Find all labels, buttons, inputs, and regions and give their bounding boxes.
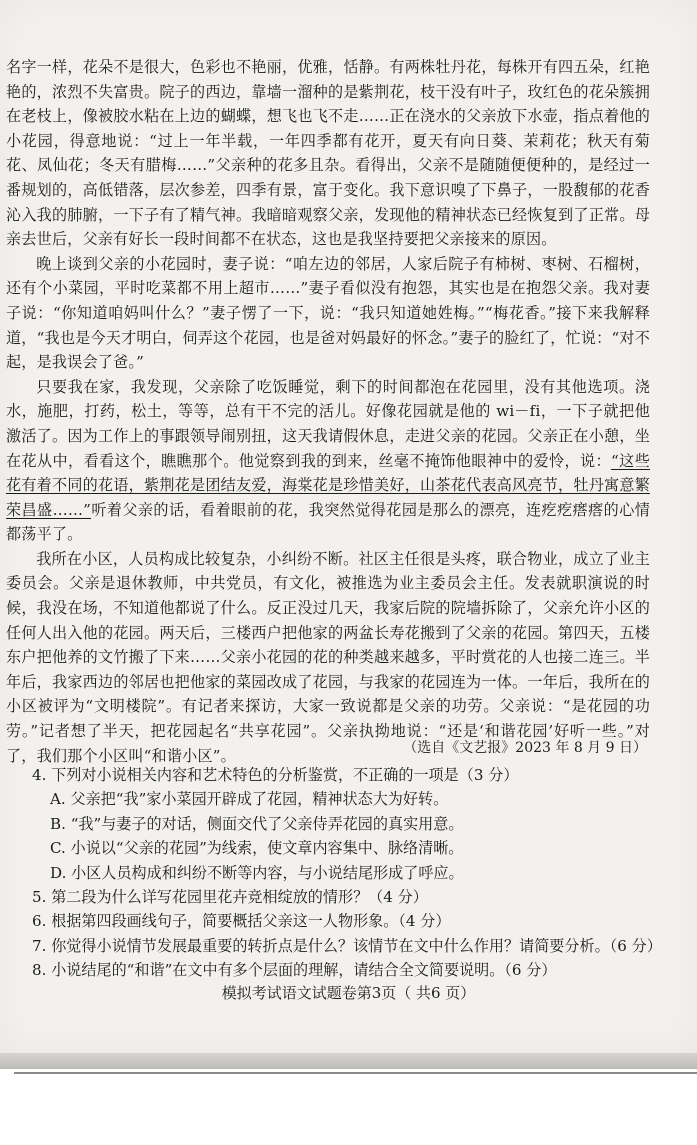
page-gap (0, 1053, 697, 1069)
page-footer: 模拟考试语文试题卷第3页（ 共6 页） (221, 984, 476, 1002)
question-7: 7. 你觉得小说情节发展最重要的转折点是什么？该情节在文中什么作用？请简要分析。（6 分） (32, 936, 662, 955)
paragraph-3-end: 听着父亲的话，看着眼前的花，我突然觉得花园是那么的漂亮，连疙疙瘩瘩的心情都荡平了。 (6, 500, 651, 544)
source-citation: （选自《文艺报》2023 年 8 月 9 日） (403, 740, 647, 756)
question-4: 4. 下列对小说相关内容和艺术特色的分析鉴赏，不正确的一项是（3 分） (32, 766, 519, 784)
option-a: A. 父亲把“我”家小菜园开辟成了花园，精神状态大为好转。 (50, 790, 449, 809)
underlined-sentence: “这些花有着不同的花语，紫荆花是团结友爱，海棠花是珍惜美好，山茶花代表高风亮节，牡丹寓意繁荣昌盛……” (6, 451, 650, 519)
paragraph-1: 名字一样，花朵不是很大，色彩也不艳丽，优雅，恬静。有两株牡丹花，每株开有四五朵，红艳艳的，浓烈不失富贵。院子的西边，靠墙一溜种的是紫荆花，枝干没有叶子，玫红色的花朵簇拥在老枝上，像被胶水粘在上边的蝴蝶，想飞也飞不走……正在浇水的父亲放下水壶，指点着他的小花园，得意地说：“过上一年半载，一年四季都有花开，夏天有向日葵、茉莉花；秋天有菊花、凤仙花；冬天有腊梅……”父亲种的花多且杂。看得出，父亲不是随随便便种的，是经过一番规划的，高低错落，层次参差，四季有景，富于变化。我下意识嗅了下鼻子，一股馥郁的花香沁入我的肺腑，一下子有了精气神。我暗暗观察父亲，发现他的精神状态已经恢复到了正常。母亲去世后，父亲有好长一段时间都不在状态，这也是我坚持要把父亲接来的原因。 (6, 58, 650, 249)
paragraph-2: 晚上谈到父亲的小花园时，妻子说：“咱左边的邻居，人家后院子有柿树、枣树、石榴树，还有个小菜园，平时吃菜都不用上超市……”妻子看似没有抱怨，其实也是在抱怨父亲。我对妻子说：“你知道咱妈叫什么？”妻子愣了一下，说：“我只知道她姓梅。”“梅花香。”接下来我解释道，“我也是今天才明白，伺弄这个花园，也是爸对妈最好的怀念。”妻子的脸红了，忙说：“对不起，是我误会了爸。” (6, 254, 650, 372)
question-list (32, 763, 662, 983)
paragraph-4: 我所在小区，人员构成比较复杂，小纠纷不断。社区主任很是头疼，联合物业，成立了业主委员会。父亲是退休教师，中共党员，有文化，被推选为业主委员会主任。发表就职演说的时候，我没在场，不知道他都说了什么。反正没过几天，我家后院的院墙拆除了，父亲允许小区的任何人出入他的花园。两天后，三楼西户把他家的两盆长寿花搬到了父亲的花园。第四天，五楼东户把他养的文竹搬了下来……父亲小花园的花的种类越来越多，平时赏花的人也接二连三。半年后，我家西边的邻居也把他家的菜园改成了花园，与我家的花园连为一体。一年后，我所在的小区被评为“文明楼院”。有记者来探访，大家一致说都是父亲的功劳。父亲说：“是花园的功劳。”记者想了半天，把花园起名“共享花园”。父亲执拗地说：“还是‘和谐花园’好听一些。”对了，我们那个小区叫“和谐小区”。 (6, 549, 650, 765)
question-6: 6. 根据第四段画线句子，简要概括父亲这一人物形象。（4 分） (32, 912, 451, 931)
question-5: 5. 第二段为什么详写花园里花卉竞相绽放的情形？（4 分） (32, 888, 428, 907)
paragraph-3-start: 只要我在家，我发现，父亲除了吃饭睡觉，剩下的时间都泡在花园里，没有其他选项。浇水，施肥，打药，松土，等等，总有干不完的活儿。好像花园就是他的 wi－fi，一下子就把他激活了。因为工作上的事跟领导闹别扭，这天我请假休息，走进父亲的花园。父亲正在小憩，坐在花从中，看看这个，瞧瞧那个。他觉察到我的到来，丝毫不掩饰他眼神中的爱怜，说： (6, 377, 650, 470)
option-c: C. 小说以“父亲的花园”为线索，使文章内容集中、脉络清晰。 (50, 839, 464, 858)
paragraph-3 (6, 375, 650, 547)
next-page (0, 1069, 697, 1145)
option-d: D. 小区人员构成和纠纷不断等内容，与小说结尾形成了呼应。 (50, 863, 464, 882)
option-b: B. “我”与妻子的对话，侧面交代了父亲侍弄花园的真实用意。 (50, 814, 464, 833)
next-page-rule (14, 1072, 697, 1074)
passage (6, 55, 650, 768)
question-8: 8. 小说结尾的“和谐”在文中有多个层面的理解，请结合全文简要说明。（6 分） (32, 961, 557, 980)
